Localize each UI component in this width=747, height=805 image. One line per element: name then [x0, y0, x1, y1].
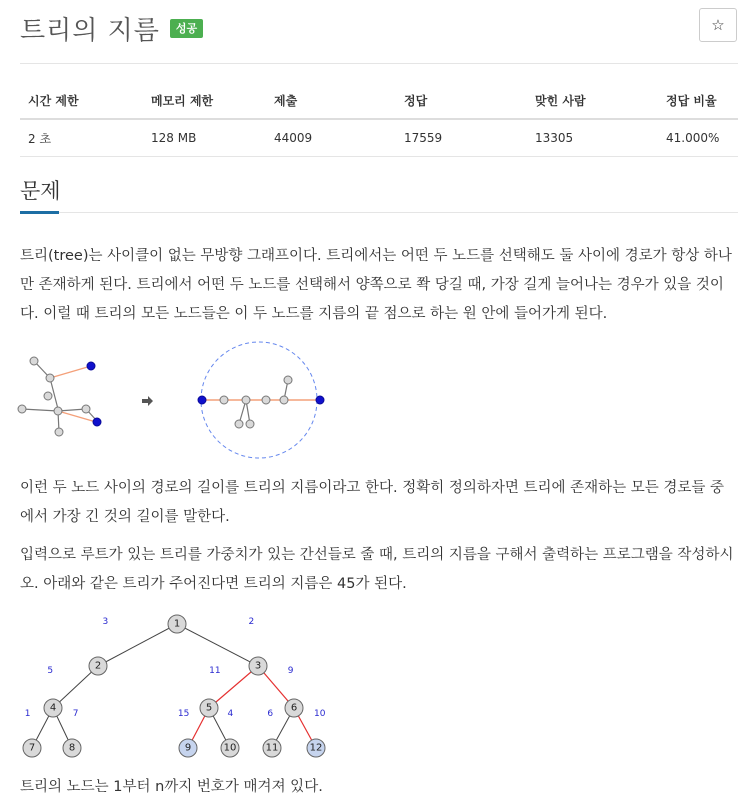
edge-weight-label: 5 [47, 666, 54, 677]
table-row [20, 119, 738, 157]
tree-node [44, 392, 52, 400]
tree-node-label: 9 [184, 742, 192, 754]
table-cell: 2 초 [20, 119, 143, 157]
tree-node-label: 3 [254, 660, 262, 672]
tree-node-label: 11 [265, 742, 279, 754]
table-header: 맞힌 사람 [527, 82, 658, 119]
divider [20, 63, 738, 64]
tree-diagram-before [18, 350, 128, 455]
tree-diagram-after [200, 341, 330, 461]
section-title: 문제 [20, 179, 61, 203]
edge-weight-label: 11 [209, 666, 221, 677]
endpoint-node [87, 362, 95, 370]
tree-node [262, 396, 270, 404]
favorite-button[interactable] [699, 8, 737, 42]
tree-node-label: 8 [68, 742, 76, 754]
edge-weight-label: 10 [313, 709, 326, 719]
tree-node [54, 407, 62, 415]
endpoint-node [316, 396, 324, 404]
problem-description: 이런 두 노드 사이의 경로의 길이를 트리의 지름이라고 한다. 정확히 정의하자면 트리에 존재하는 모든 경로들 중에서 가장 긴 것의 길이를 말한다. [20, 480, 725, 525]
tree-node [30, 357, 38, 365]
arrow-right-icon [142, 396, 156, 406]
tree-edge [98, 624, 177, 666]
table-cell: 17559 [396, 119, 527, 157]
tree-node [46, 374, 54, 382]
tree-node-label: 2 [94, 660, 102, 672]
tree-node [55, 428, 63, 436]
tree-node [82, 405, 90, 413]
title-row [20, 8, 203, 48]
table-cell: 128 MB [143, 119, 266, 157]
edge-weight-label: 6 [267, 709, 274, 719]
table-header: 정답 [396, 82, 527, 119]
diameter-edge [58, 411, 96, 422]
tree-node [220, 396, 228, 404]
tree-node-label: 1 [173, 618, 181, 630]
table-header: 메모리 제한 [143, 82, 266, 119]
edge-weight-label: 15 [177, 709, 190, 719]
tree-node-label: 4 [49, 702, 57, 714]
diameter-edge [50, 366, 91, 378]
problem-description: 트리(tree)는 사이클이 없는 무방향 그래프이다. 트리에서는 어떤 두 노드를 선택해도 둘 사이에 경로가 항상 하나만 존재하게 된다. 트리에서 어떤 두 노드를 선택해서 양쪽으로 쫙 당길 때, 가장 길게 늘어나는 경우가 있을 것이다. 이럴 때 트리의 모든 노드들은 이 두 노드를 지름의 끝 점으로 하는 원 안에 들어가게 된다. [20, 248, 732, 322]
endpoint-node [198, 396, 206, 404]
tree-node-label: 5 [205, 702, 213, 714]
tree-node [280, 396, 288, 404]
edge-weight-label: 3 [102, 617, 109, 628]
tree-node-label: 6 [290, 702, 298, 714]
tree-node [18, 405, 26, 413]
problem-info-table [20, 82, 738, 157]
page-title: 트리의 지름 [20, 15, 160, 46]
tree-edge [177, 624, 258, 666]
edge-weight-label: 4 [227, 709, 234, 719]
table-header-row [20, 82, 738, 119]
tree-node-label: 10 [223, 742, 237, 754]
weighted-tree-diagram [18, 612, 358, 762]
tree-node [284, 376, 292, 384]
table-cell: 13305 [527, 119, 658, 157]
section-accent-bar [20, 211, 59, 214]
edge-weight-label: 7 [72, 709, 79, 719]
table-header: 정답 비율 [658, 82, 738, 119]
section-divider [20, 212, 738, 213]
tree-edge [22, 409, 58, 411]
tree-node [242, 396, 250, 404]
endpoint-node [93, 418, 101, 426]
problem-description: 입력으로 루트가 있는 트리를 가중치가 있는 간선들로 줄 때, 트리의 지름을 구해서 출력하는 프로그램을 작성하시오. 아래와 같은 트리가 주어진다면 트리의 지름은 45가 된다. [20, 547, 734, 592]
edge-weight-label: 1 [24, 709, 31, 719]
edge-weight-label: 9 [287, 666, 294, 677]
status-badge: 성공 [170, 19, 203, 38]
table-cell: 41.000% [658, 119, 738, 157]
problem-description: 트리의 노드는 1부터 n까지 번호가 매겨져 있다. [20, 779, 323, 795]
edge-weight-label: 2 [248, 617, 255, 628]
star-icon: ☆ [711, 16, 725, 34]
table-cell: 44009 [266, 119, 396, 157]
table-header: 시간 제한 [20, 82, 143, 119]
tree-node-label: 7 [28, 742, 36, 754]
tree-node [246, 420, 254, 428]
tree-node [235, 420, 243, 428]
tree-node-label: 12 [309, 742, 323, 754]
table-header: 제출 [266, 82, 396, 119]
